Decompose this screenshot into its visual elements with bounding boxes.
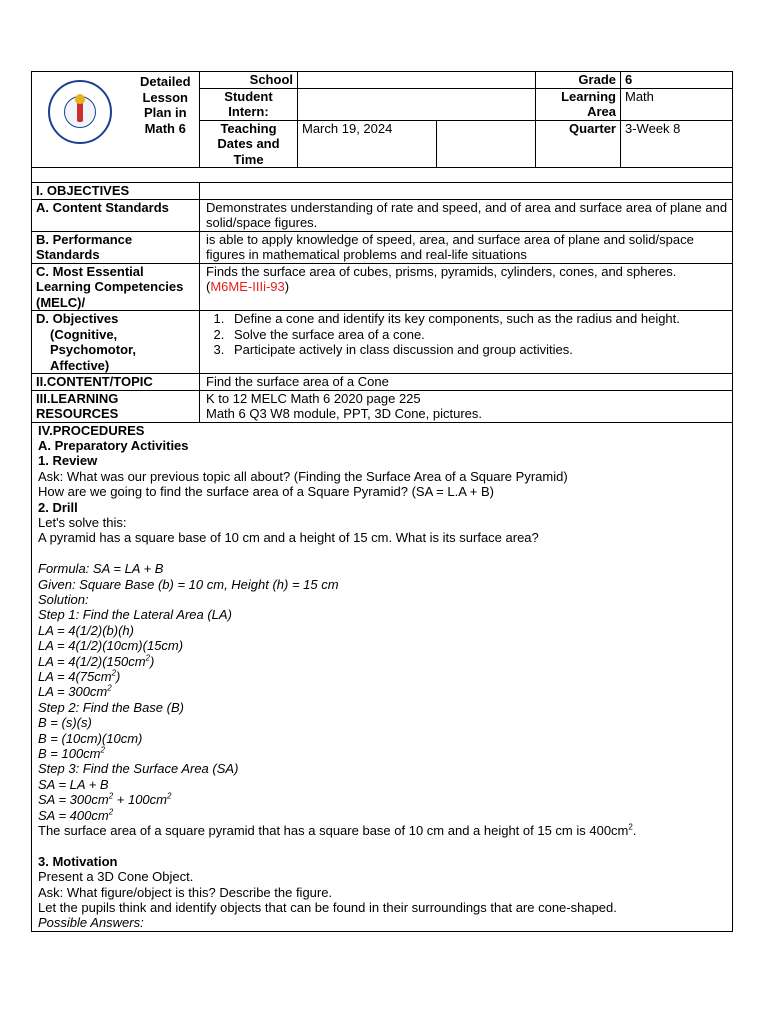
solution-line: Solution: bbox=[38, 591, 89, 607]
content-standards-row bbox=[32, 199, 733, 231]
motivation-line: Let the pupils think and identify objects that can be found in their surroundings that are cone-shaped. bbox=[38, 900, 617, 916]
la-line: LA = 4(1/2)(b)(h) bbox=[38, 622, 134, 638]
objective-item: 1. Define a cone and identify its key components, such as the radius and height. bbox=[228, 311, 728, 327]
objectives-label bbox=[32, 311, 200, 374]
lesson-plan-table bbox=[31, 71, 733, 932]
deped-seal-icon bbox=[48, 80, 112, 144]
objectives-domains: (Cognitive, Psychomotor, Affective) bbox=[50, 326, 136, 373]
resource-line: Math 6 Q3 W8 module, PPT, 3D Cone, pictures. bbox=[206, 406, 483, 421]
preparatory-heading: A. Preparatory Activities bbox=[38, 437, 189, 453]
quarter-value: 3-Week 8 bbox=[621, 120, 733, 168]
resources-row bbox=[32, 390, 733, 422]
la-line: LA = $300cm^2$ bbox=[38, 684, 112, 700]
resource-line: K to 12 MELC Math 6 2020 page 225 bbox=[206, 390, 421, 406]
base-line: B = (10cm)(10cm) bbox=[38, 730, 143, 746]
formula-line: Formula: SA = LA + B bbox=[38, 561, 164, 577]
content-standards-value: Demonstrates understanding of rate and speed, and of area and surface area of plane and solid/space figures. bbox=[200, 199, 733, 231]
dates-extra bbox=[437, 120, 536, 168]
procedures-row bbox=[32, 422, 733, 931]
resources-label: III.LEARNING RESOURCES bbox=[32, 390, 200, 422]
motivation-line: Present a 3D Cone Object. bbox=[38, 869, 194, 885]
review-heading: 1. Review bbox=[38, 453, 98, 469]
sa-line: SA = LA + B bbox=[38, 776, 109, 792]
base-line: B = (s)(s) bbox=[38, 715, 92, 731]
school-label: School bbox=[200, 72, 298, 89]
objectives-heading: I. OBJECTIVES bbox=[32, 183, 200, 200]
performance-standards-value: is able to apply knowledge of speed, area, and surface area of plane and solid/space figures in mathematical problems and real-life situations bbox=[200, 231, 733, 263]
la-line: LA = 4(1/2)(10cm)(15cm) bbox=[38, 638, 184, 654]
spacer-row bbox=[32, 168, 733, 183]
procedures-heading: IV.PROCEDURES bbox=[38, 422, 145, 438]
review-question: Ask: What was our previous topic all about? (Finding the Surface Area of a Square Pyramid) bbox=[38, 468, 568, 484]
grade-label: Grade bbox=[536, 72, 621, 89]
area-value: Math bbox=[621, 88, 733, 120]
drill-problem: A pyramid has a square base of 10 cm and a height of 15 cm. What is its surface area? bbox=[38, 530, 539, 546]
intern-value bbox=[298, 88, 536, 120]
sa-line: SA = $400cm^2$ bbox=[38, 807, 114, 823]
lesson-title: Detailed Lesson Plan in Math 6 bbox=[132, 72, 200, 168]
intern-label: Student Intern: bbox=[200, 88, 298, 120]
resources-value bbox=[200, 390, 733, 422]
drill-heading: 2. Drill bbox=[38, 499, 78, 515]
dates-label: Teaching Dates and Time bbox=[200, 120, 298, 168]
melc-text: Finds the surface area of cubes, prisms, pyramids, cylinders, cones, and spheres. bbox=[206, 263, 677, 279]
objective-item: 2. Solve the surface area of a cone. bbox=[228, 327, 728, 343]
step2-line: Step 2: Find the Base (B) bbox=[38, 699, 184, 715]
objectives-title: D. Objectives bbox=[36, 311, 119, 326]
motivation-heading: 3. Motivation bbox=[38, 853, 118, 869]
lesson-plan-document bbox=[31, 71, 732, 932]
content-topic-value: Find the surface area of a Cone bbox=[200, 374, 733, 391]
review-question: How are we going to find the surface area of a Square Pyramid? (SA = L.A + B) bbox=[38, 484, 494, 500]
objectives-row bbox=[32, 311, 733, 374]
la-line: LA = $4(1/2)(150cm^2)$ bbox=[38, 653, 155, 669]
drill-intro: Let's solve this: bbox=[38, 514, 127, 530]
melc-code: M6ME-IIIi-93 bbox=[210, 279, 285, 294]
step1-line: Step 1: Find the Lateral Area (LA) bbox=[38, 607, 232, 623]
objective-item: 3. Participate actively in class discussion and group activities. bbox=[228, 342, 728, 358]
melc-value: Finds the surface area of cubes, prisms, pyramids, cylinders, cones, and spheres. (M6ME-IIIi-93) bbox=[200, 263, 733, 311]
objectives-list-cell bbox=[200, 311, 733, 374]
conclusion-line: The surface area of a square pyramid that has a square base of 10 cm and a height of 15 cm is $400cm^2$. bbox=[38, 822, 637, 839]
possible-answers-line: Possible Answers: bbox=[38, 915, 144, 931]
content-topic-label: II.CONTENT/TOPIC bbox=[32, 374, 200, 391]
grade-value: 6 bbox=[621, 72, 733, 89]
objectives-heading-row bbox=[32, 183, 733, 200]
header-row-school bbox=[32, 72, 733, 89]
melc-label: C. Most Essential Learning Competencies (MELC)/ bbox=[32, 263, 200, 311]
motivation-line: Ask: What figure/object is this? Describe the figure. bbox=[38, 884, 333, 900]
school-value bbox=[298, 72, 536, 89]
step3-line: Step 3: Find the Surface Area (SA) bbox=[38, 761, 239, 777]
logo-cell bbox=[32, 72, 132, 168]
content-topic-row bbox=[32, 374, 733, 391]
content-standards-label: A. Content Standards bbox=[32, 199, 200, 231]
objectives-list bbox=[204, 311, 728, 358]
procedures-cell bbox=[32, 422, 733, 931]
sa-line: SA = $300cm^2 + 100cm^2$ bbox=[38, 791, 172, 808]
performance-standards-label: B. Performance Standards bbox=[32, 231, 200, 263]
quarter-label: Quarter bbox=[536, 120, 621, 168]
la-line: LA = $4(75cm^2)$ bbox=[38, 668, 121, 684]
melc-row bbox=[32, 263, 733, 311]
given-line: Given: Square Base (b) = 10 cm, Height (h) = 15 cm bbox=[38, 576, 339, 592]
dates-value: March 19, 2024 bbox=[298, 120, 437, 168]
area-label: Learning Area bbox=[536, 88, 621, 120]
base-line: $B = 100cm^2$ bbox=[38, 745, 105, 762]
performance-standards-row bbox=[32, 231, 733, 263]
